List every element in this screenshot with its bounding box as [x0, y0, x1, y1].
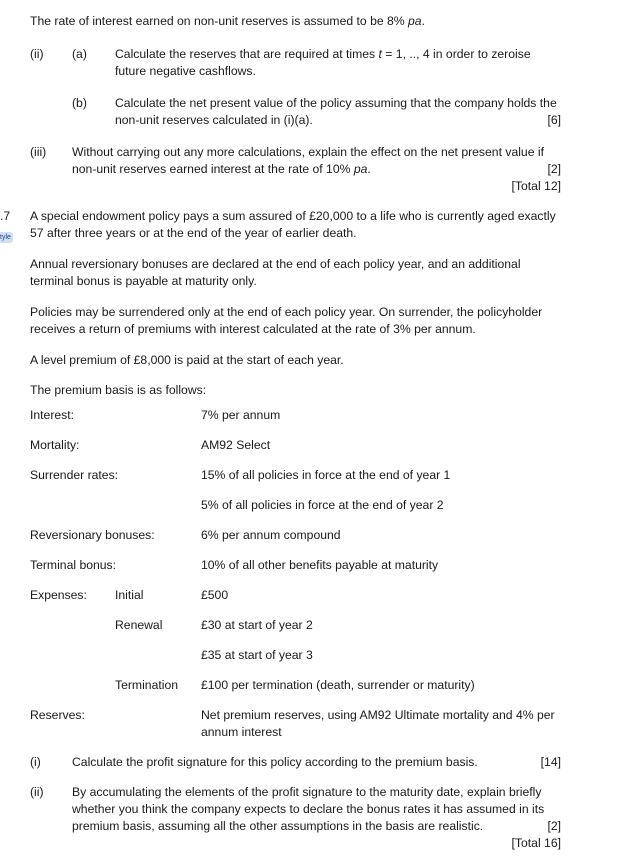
basis-reserves-label: Reserves:: [30, 708, 85, 722]
expense-renewal-value-1: £30 at start of year 2: [201, 618, 313, 632]
expense-initial-value: £500: [201, 588, 229, 602]
question-total-16: [Total 16]: [511, 836, 561, 850]
part-a-text: Calculate the reserves that are required at times t = 1, .., 4 in order to zeroise future negative cashflows.: [115, 47, 531, 78]
q7-part-i-number: (i): [30, 755, 41, 769]
style-tag[interactable]: tyle: [0, 232, 13, 243]
basis-expenses-label: Expenses:: [30, 588, 87, 602]
q7-part-ii-number: (ii): [30, 785, 44, 799]
part-iii-marks: [2]: [547, 162, 561, 176]
basis-surrender-label: Surrender rates:: [30, 468, 119, 482]
part-b-text: Calculate the net present value of the policy assuming that the company holds the non-unit reserves calculated in (i)(a).: [115, 96, 557, 127]
basis-mortality-value: AM92 Select: [201, 438, 271, 452]
part-ii-number: (ii): [30, 47, 44, 61]
q7-paragraph-3: Policies may be surrendered only at the end of each policy year. On surrender, the policyholder receives a return of premiums with interest calculated at the rate of 3% per annum.: [30, 305, 543, 336]
basis-mortality-label: Mortality:: [30, 438, 80, 452]
q7-paragraph-1: A special endowment policy pays a sum assured of £20,000 to a life who is currently aged exactly 57 after three years or at the end of the year of earlier death.: [30, 209, 556, 240]
basis-bonus-label: Reversionary bonuses:: [30, 528, 155, 542]
part-iii-text: Without carrying out any more calculations, explain the effect on the net present value if non-unit reserves earned interest at the rate of 10% pa.: [72, 145, 544, 176]
question-total-12: [Total 12]: [511, 179, 561, 193]
part-iii-number: (iii): [30, 145, 47, 159]
q7-part-ii-text: By accumulating the elements of the profit signature to the maturity date, explain briefly whether you think the company expects to declare the bonus rates it has assumed in its premium basis, assuming all the other assumptions in the basis are realistic.: [72, 785, 545, 833]
basis-interest-label: Interest:: [30, 408, 75, 422]
basis-terminal-label: Terminal bonus:: [30, 558, 117, 572]
expense-renewal-value-2: £35 at start of year 3: [201, 648, 313, 662]
intro-text: The rate of interest earned on non-unit reserves is assumed to be 8% pa.: [30, 14, 425, 28]
q7-part-i-marks: [14]: [540, 755, 561, 769]
part-a-label: (a): [72, 47, 87, 61]
part-b-marks: [6]: [547, 113, 561, 127]
part-b-label: (b): [72, 96, 87, 110]
expense-termination-value: £100 per termination (death, surrender or maturity): [201, 678, 475, 692]
basis-surrender-value-2: 5% of all policies in force at the end of year 2: [201, 498, 444, 512]
basis-terminal-value: 10% of all other benefits payable at maturity: [201, 558, 439, 572]
q7-part-i-text: Calculate the profit signature for this policy according to the premium basis.: [72, 755, 478, 769]
basis-reserves-value: Net premium reserves, using AM92 Ultimate mortality and 4% per annum interest: [201, 708, 555, 739]
q7-paragraph-4: A level premium of £8,000 is paid at the start of each year.: [30, 353, 344, 367]
basis-bonus-value: 6% per annum compound: [201, 528, 341, 542]
basis-surrender-value-1: 15% of all policies in force at the end of year 1: [201, 468, 451, 482]
expense-renewal-label: Renewal: [115, 618, 163, 632]
question-number: .7: [0, 209, 11, 223]
q7-part-ii-marks: [2]: [547, 819, 561, 833]
basis-heading: The premium basis is as follows:: [30, 383, 207, 397]
basis-interest-value: 7% per annum: [201, 408, 281, 422]
expense-initial-label: Initial: [115, 588, 144, 602]
q7-paragraph-2: Annual reversionary bonuses are declared at the end of each policy year, and an additional terminal bonus is payable at maturity only.: [30, 257, 521, 288]
expense-termination-label: Termination: [115, 678, 178, 692]
